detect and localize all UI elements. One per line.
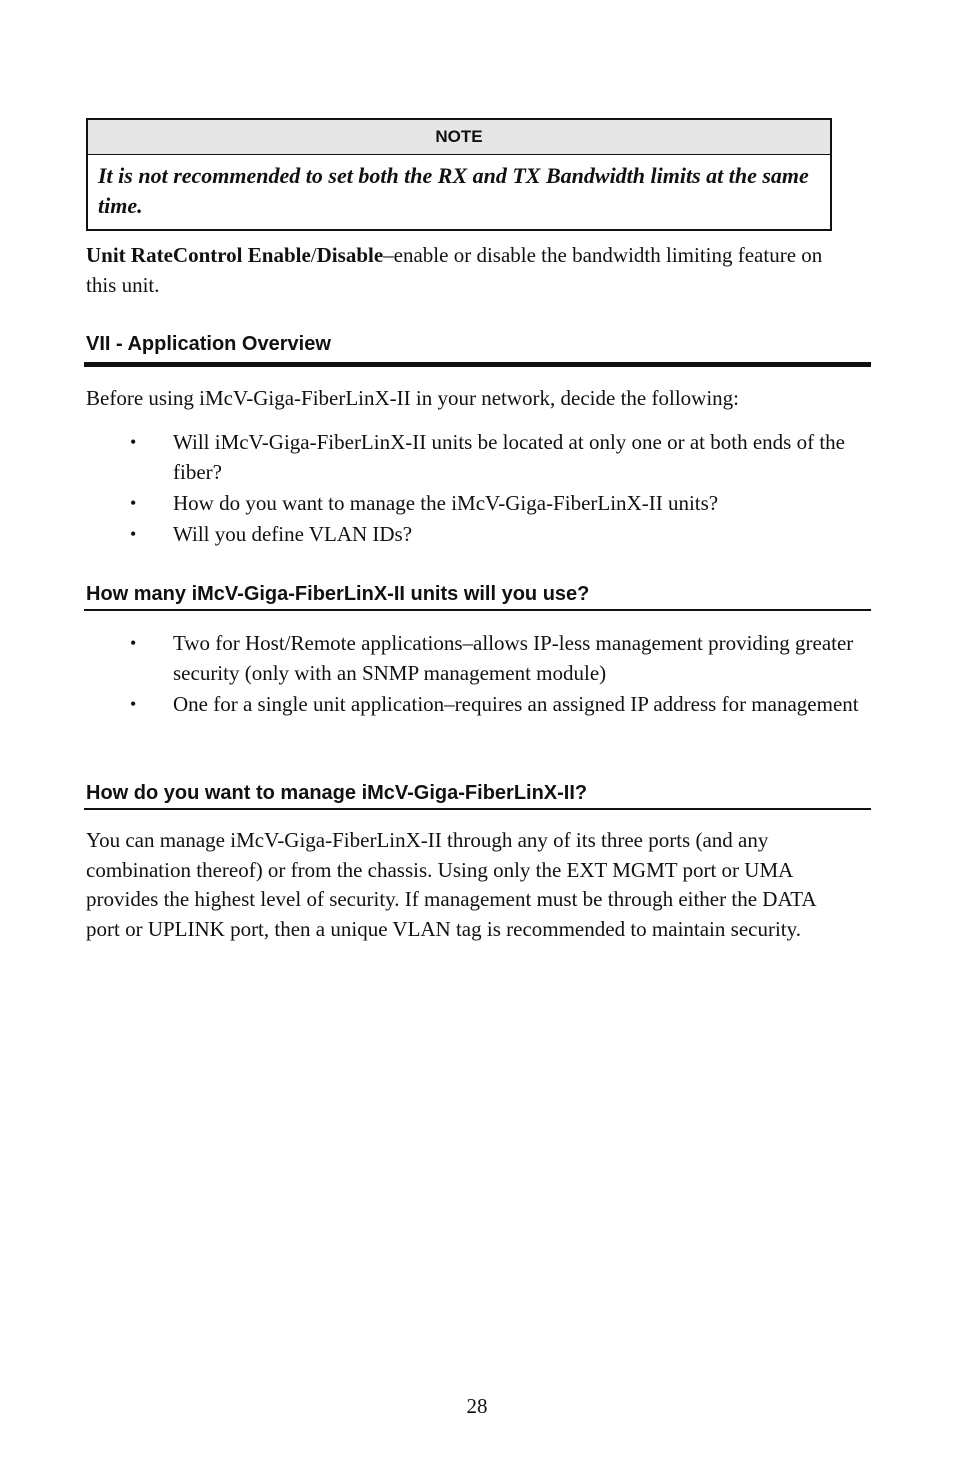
list-item [86, 629, 866, 688]
section-manage-heading: How do you want to manage iMcV-Giga-FiberLinX-II? [86, 782, 588, 804]
section-manage-rule [84, 808, 871, 810]
list-item-text: Will you define VLAN IDs? [173, 521, 413, 546]
section-vii-heading: VII - Application Overview [86, 333, 331, 355]
section-units-rule [84, 609, 871, 611]
list-item-text: Will iMcV-Giga-FiberLinX-II units be located at only one or at both ends of the fiber? [173, 430, 845, 484]
list-item [86, 520, 866, 550]
section-vii-intro: Before using iMcV-Giga-FiberLinX-II in your network, decide the following: [86, 386, 739, 410]
list-item-text: Two for Host/Remote applications–allows IP-less management providing greater security (only with an SNMP management module) [173, 631, 854, 685]
section-vii-bullet-list [86, 428, 866, 551]
rate-control-description: –enable or disable the bandwidth limiting feature on this unit. [86, 243, 823, 297]
rate-control-disable-term: Disable [316, 243, 384, 267]
note-header: NOTE [88, 120, 830, 155]
list-item-text: One for a single unit application–requires an assigned IP address for management [173, 691, 859, 716]
note-text: It is not recommended to set both the RX and TX Bandwidth limits at the same time. [98, 163, 809, 218]
note-box [86, 118, 832, 231]
page-number: 28 [466, 1394, 488, 1418]
section-manage-paragraph: You can manage iMcV-Giga-FiberLinX-II through any of its three ports (and any combination thereof) or from the chassis. Using only the EXT MGMT port or UMA provides the highest level of security. If management must be through either the DATA port or UPLINK port, then a unique VLAN tag is recommended to maintain security. [86, 828, 816, 941]
bullet-glyph: • [130, 633, 137, 653]
list-item-text: How do you want to manage the iMcV-Giga-FiberLinX-II units? [173, 490, 719, 515]
bullet-glyph: • [130, 432, 137, 452]
section-units-bullet-list [86, 629, 866, 721]
rate-control-slash: / [310, 243, 317, 267]
bullet-glyph: • [130, 492, 137, 513]
list-item [86, 489, 866, 519]
bullet-glyph: • [130, 693, 137, 714]
rate-control-enable-term: Unit RateControl Enable [86, 243, 311, 267]
section-vii-rule [84, 362, 871, 367]
list-item [86, 428, 866, 487]
bullet-glyph: • [130, 523, 137, 544]
rate-control-paragraph [86, 241, 856, 300]
list-item [86, 690, 866, 720]
section-units-heading: How many iMcV-Giga-FiberLinX-II units will you use? [86, 583, 590, 605]
